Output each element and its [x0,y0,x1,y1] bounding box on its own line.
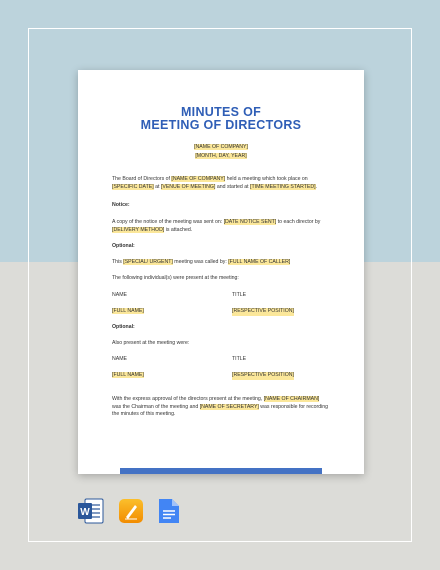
called-text: meeting was called by: [172,259,229,265]
notice-paragraph [112,219,334,234]
full-name-placeholder: [FULL NAME] [112,372,144,378]
intro-company-placeholder: [NAME OF COMPANY] [171,176,226,182]
name-column-header: NAME [112,356,127,362]
date-notice-sent-placeholder: [DATE NOTICE SENT] [223,219,277,225]
date-placeholder: [MONTH, DAY, YEAR] [195,153,247,159]
intro-text: held a meeting which took place on [225,176,308,182]
chairman-placeholder: [NAME OF CHAIRMAN] [263,396,320,402]
word-icon-letter: W [80,507,90,518]
also-present-row [112,372,334,380]
secretary-placeholder: [NAME OF SECRETARY] [199,403,259,410]
optional-heading-2: Optional: [112,324,135,330]
time-started-placeholder: [TIME MEETING STARTED] [250,183,316,190]
google-docs-icon[interactable] [158,497,180,530]
notice-text: is attached. [164,226,193,233]
notice-heading: Notice: [112,202,130,208]
also-present-header-row [112,356,334,364]
delivery-method-placeholder: [DELIVERY METHOD] [112,226,165,233]
intro-text: and started at [215,183,251,190]
attendee-row [112,308,334,316]
optional-heading: Optional: [112,243,135,249]
title-column-header: TITLE [232,356,247,362]
closing-text: the minutes of this meeting. [112,411,176,418]
intro-text: The Board of Directors of [112,176,172,182]
position-placeholder: [RESPECTIVE POSITION] [232,308,294,314]
document-accent-bar [120,468,322,474]
meeting-type-placeholder: [SPECIAL/ URGENT] [123,259,173,265]
company-placeholder-line [78,144,364,152]
document-page [78,70,364,474]
caller-name-placeholder: [FULL NAME OF CALLER] [228,259,291,265]
called-by-paragraph [112,259,334,267]
full-name-placeholder: [FULL NAME] [112,308,144,314]
notice-text: to each director by [276,219,321,225]
called-text: This [112,259,124,265]
closing-text: was responsible for recording [258,403,329,410]
venue-placeholder: [VENUE OF MEETING] [160,183,216,190]
attendee-header-row [112,292,334,300]
notice-text: A copy of the notice of the meeting was sent on: [112,219,224,225]
closing-paragraph [112,396,334,419]
closing-text: With the express approval of the directors present at the meeting, [112,396,264,402]
date-placeholder-line [78,153,364,161]
present-text: The following individual(s) were present at the meeting: [112,275,239,281]
word-icon[interactable] [78,497,104,530]
intro-text: at [153,183,161,190]
specific-date-placeholder: [SPECIFIC DATE] [112,183,154,190]
closing-text: was the Chairman of the meeting and [112,403,200,410]
also-present-text: Also present at the meeting were: [112,340,190,346]
position-placeholder: [RESPECTIVE POSITION] [232,372,294,378]
company-placeholder: [NAME OF COMPANY] [194,144,248,150]
name-column-header: NAME [112,292,127,298]
intro-text: . [315,183,317,190]
pages-icon[interactable] [118,497,144,530]
intro-paragraph [112,176,334,191]
document-title-line1: MINUTES OF [180,105,262,119]
title-column-header: TITLE [232,292,247,298]
document-title-line2: MEETING OF DIRECTORS [140,118,302,132]
